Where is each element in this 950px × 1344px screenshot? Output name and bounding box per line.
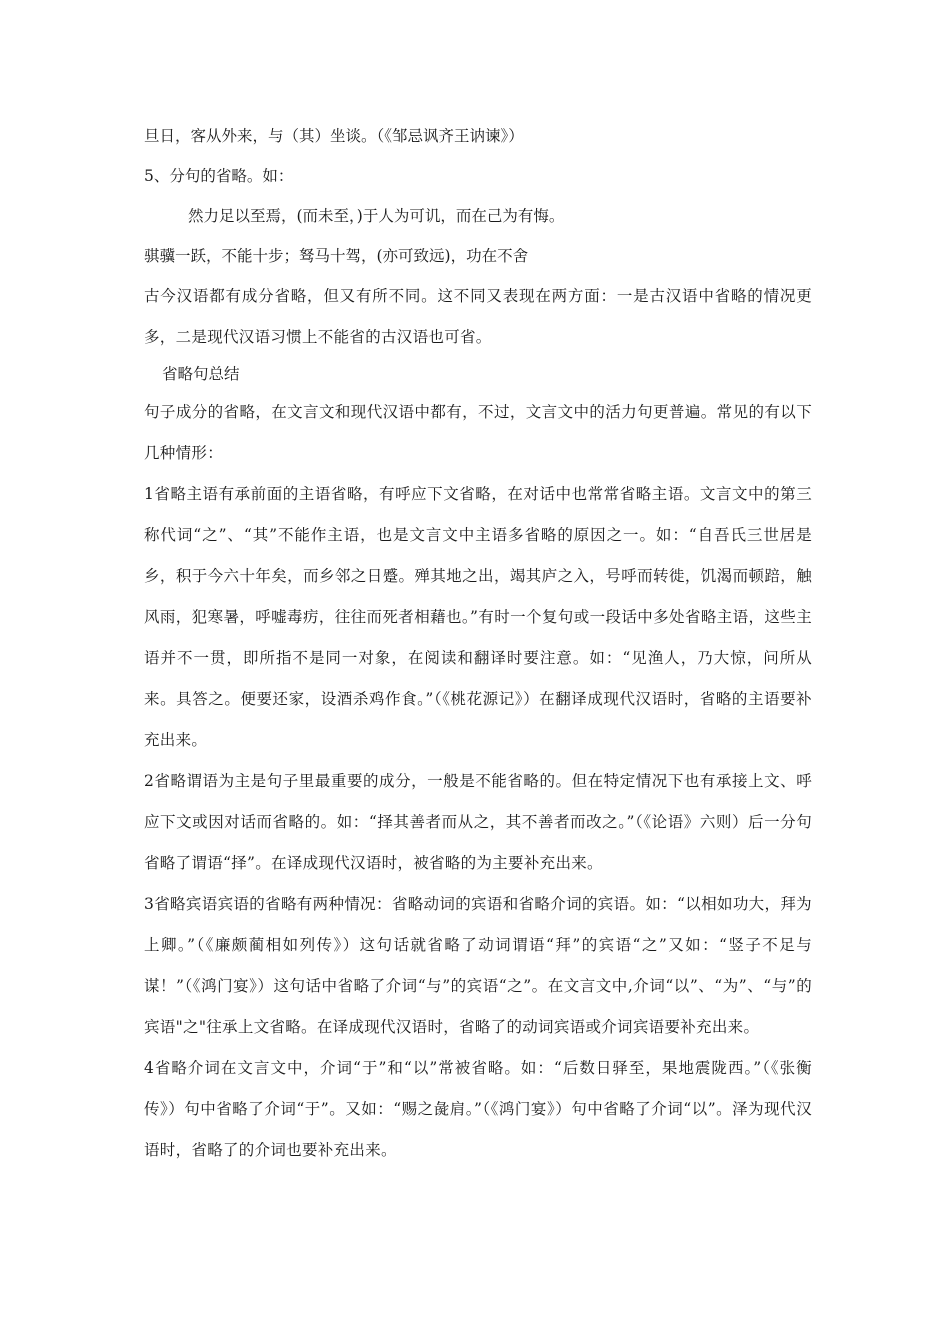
section-5-heading: 5、分句的省略。如： [144, 167, 294, 185]
example-line-4: 骐骥一跃，不能十步；驽马十驾，(亦可致远)，功在不舍 [144, 247, 529, 265]
preposition-omission-paragraph: 4省略介词在文言文中，介词“于”和“以”常被省略。如：“后数日驿至，果地震陇西。”（《张衡传》）句中省略了介词“于”。又如：“赐之彘肩。”（《鸿门宴》）句中省略了介词“以”。泽为现代汉语时，省略了的介词也要补充出来。 [144, 1059, 812, 1159]
example-line-1: 旦日，客从外来，与（其）坐谈。（《邹忌讽齐王讷谏》） [144, 127, 524, 145]
comparison-paragraph: 古今汉语都有成分省略，但又有所不同。这不同又表现在两方面：一是古汉语中省略的情况更多，二是现代汉语习惯上不能省的古汉语也可省。 [144, 287, 812, 346]
object-omission-paragraph: 3省略宾语宾语的省略有两种情况：省略动词的宾语和省略介词的宾语。如：“以相如功大，拜为上卿。”（《廉颇蔺相如列传》）这句话就省略了动词谓语“拜”的宾语“之”又如：“竖子不足与谋！”（《鸿门宴》）这句话中省略了介词“与”的宾语“之”。在文言文中,介词“以”、“为”、“与”的宾语"之"往承上文省略。在译成现代汉语时，省略了的动词宾语或介词宾语要补充出来。 [144, 895, 812, 1036]
document-page [144, 122, 812, 1171]
summary-heading: 省略句总结 [162, 365, 240, 383]
example-line-3: 然力足以至焉，(而未至，)于人为可讥，而在己为有悔。 [188, 207, 565, 225]
subject-omission-paragraph: 1省略主语有承前面的主语省略，有呼应下文省略，在对话中也常常省略主语。文言文中的第三称代词“之”、“其”不能作主语，也是文言文中主语多省略的原因之一。如：“自吾氏三世居是乡，积于今六十年矣，而乡邻之日蹙。殚其地之出，竭其庐之入，号呼而转徙，饥渴而顿踣，触风雨，犯寒暑，呼嘘毒疠，往往而死者相藉也。”有时一个复句或一段话中多处省略主语，这些主语并不一贯，即所指不是同一对象，在阅读和翻译时要注意。如：“见渔人，乃大惊，问所从来。具答之。便要还家，设酒杀鸡作食。”（《桃花源记》）在翻译成现代汉语时，省略的主语要补充出来。 [144, 485, 812, 749]
predicate-omission-paragraph: 2省略谓语为主是句子里最重要的成分，一般是不能省略的。但在特定情况下也有承接上文、呼应下文或因对话而省略的。如：“择其善者而从之，其不善者而改之。”（《论语》六则）后一分句省略了谓语“择”。在译成现代汉语时，被省略的为主要补充出来。 [144, 772, 812, 872]
intro-paragraph: 句子成分的省略，在文言文和现代汉语中都有，不过，文言文中的活力句更普遍。常见的有以下几种情形： [144, 403, 812, 462]
